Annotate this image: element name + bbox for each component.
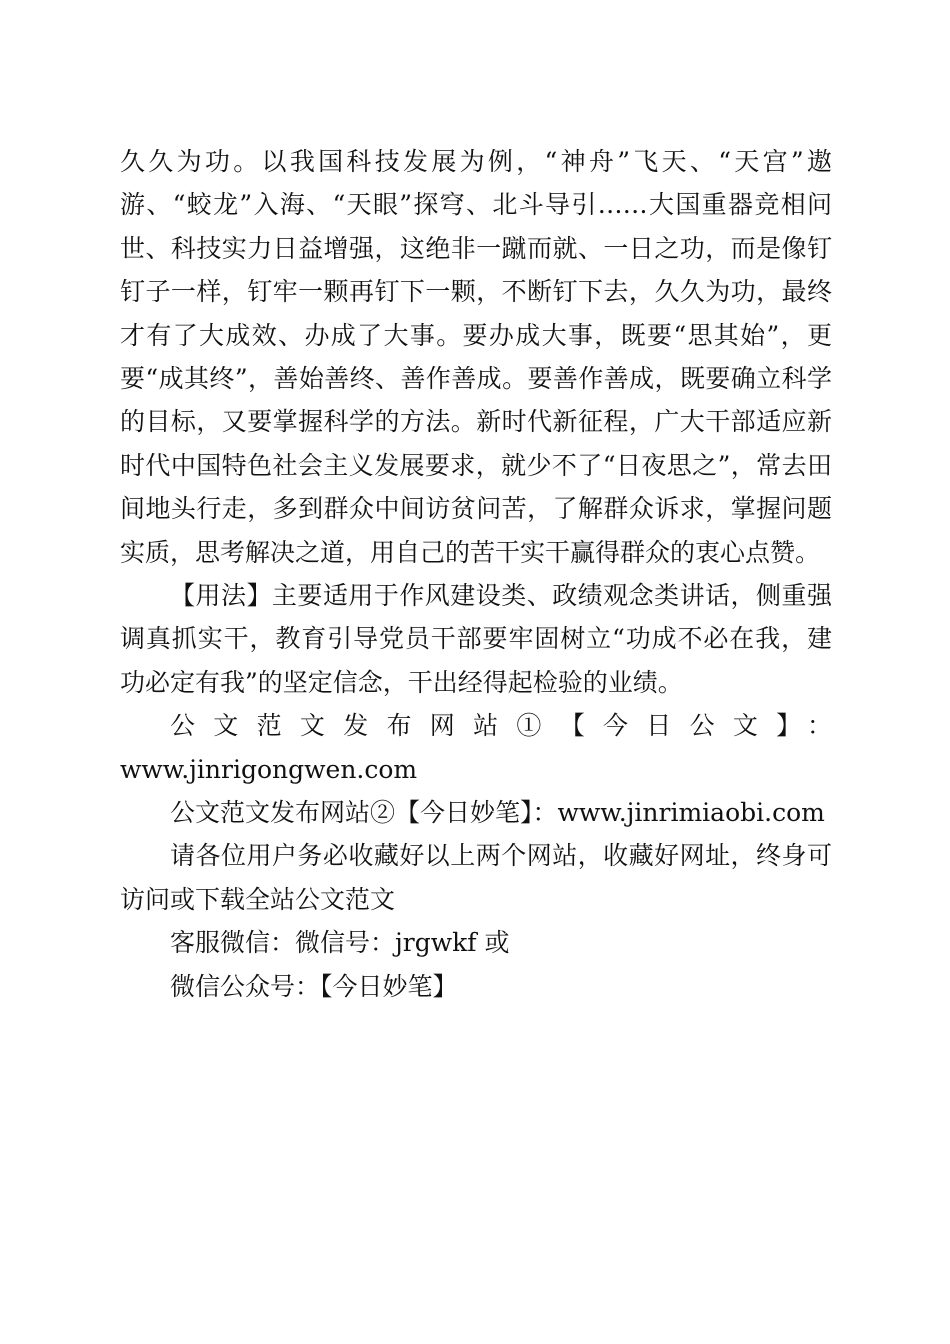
document-page [120, 140, 832, 1008]
site1-line: 公文范文发布网站①【今日公文】： [170, 711, 832, 741]
site1-url[interactable]: www.jinrigongwen.com [120, 754, 418, 784]
site2-line[interactable]: 公文范文发布网站②【今日妙笔】：www.jinrimiaobi.com [170, 798, 825, 828]
body-paragraph-1: 久久为功。以我国科技发展为例，“神舟”飞天、“天宫”遨游、“蛟龙”入海、“天眼”探穹、北斗导引……大国重器竞相问世、科技实力日益增强，这绝非一蹴而就、一日之功，而是像钉钉子一样，钉牢一颗再钉下一颗，不断钉下去，久久为功，最终才有了大成效、办成了大事。要办成大事，既要“思其始”，更要“成其终”，善始善终、善作善成。要善作善成，既要确立科学的目标，又要掌握科学的方法。新时代新征程，广大干部适应新时代中国特色社会主义发展要求，就少不了“日夜思之”，常去田间地头行走，多到群众中间访贫问苦，了解群众诉求，掌握问题实质，思考解决之道，用自己的苦干实干赢得群众的衷心点赞。 [120, 147, 832, 567]
service-wechat-line: 客服微信：微信号：jrgwkf 或 [170, 928, 510, 958]
reminder-paragraph: 请各位用户务必收藏好以上两个网站，收藏好网址，终身可访问或下载全站公文范文 [120, 841, 832, 914]
usage-paragraph: 【用法】主要适用于作风建设类、政绩观念类讲话，侧重强调真抓实干，教育引导党员干部要牢固树立“功成不必在我，建功必定有我”的坚定信念，干出经得起检验的业绩。 [120, 581, 832, 697]
public-account-line: 微信公众号：【今日妙笔】 [170, 971, 458, 1001]
